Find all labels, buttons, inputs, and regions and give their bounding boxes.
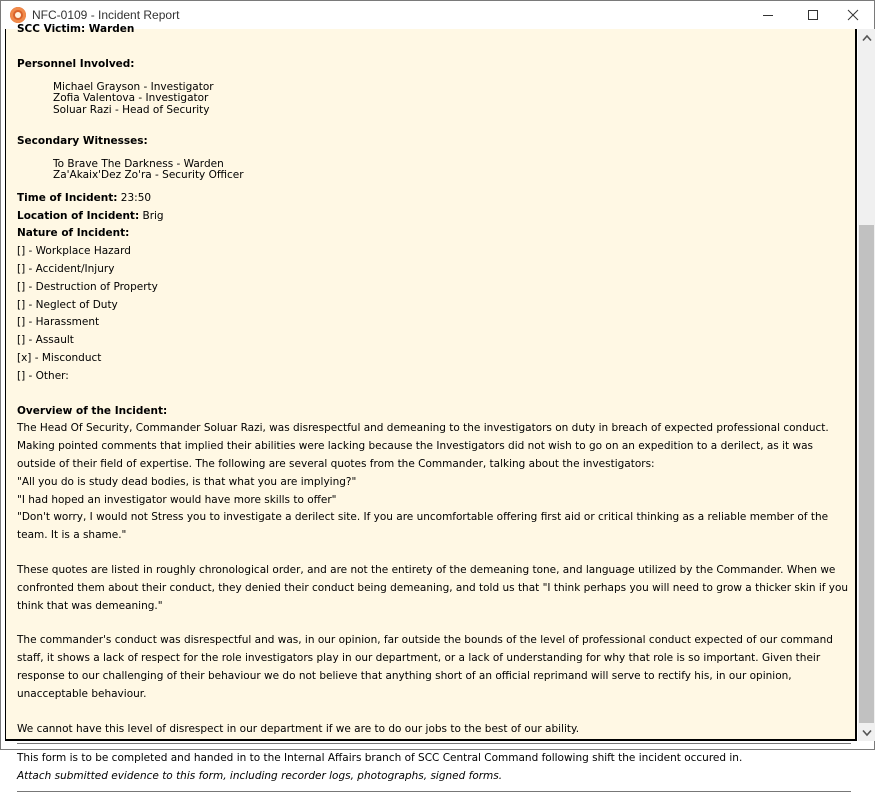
close-icon — [847, 9, 859, 21]
footer-evidence-note: Attach submitted evidence to this form, including recorder logs, photographs, signed forms. — [17, 770, 503, 783]
nature-item-assault: [] - Assault — [17, 334, 74, 347]
scroll-up-button[interactable] — [858, 29, 875, 46]
location-of-incident: Location of Incident: Brig — [17, 209, 164, 222]
scroll-down-button[interactable] — [858, 724, 875, 741]
footer-divider — [17, 743, 851, 744]
overview-paragraph-3: The commander's conduct was disrespectful and was, in our opinion, far outside the bounds of the level of professional conduct expected of our command staff, it shows a lack of respect for the role investigators play in our department, or a lack of understanding for why that role is so important. Given their response to our challenging of their behaviour we do not believe that anything short of an official reprimand will serve to rectify his, in our opinion, unacceptable behaviour. — [17, 634, 833, 700]
personnel-item: Zofia Valentova - Investigator — [53, 92, 209, 105]
personnel-item: Soluar Razi - Head of Security — [53, 103, 210, 116]
witnesses-heading: Secondary Witnesses: — [17, 135, 148, 148]
quote-line: "Don't worry, I would not Stress you to investigate a derilect site. If you are uncomfortable offering first aid or critical thinking as a reliable member of the team. It is a shame." — [17, 511, 829, 542]
nature-item-neglect-of-duty: [] - Neglect of Duty — [17, 298, 118, 311]
witness-item: Za'Akaix'Dez Zo'ra - Security Officer — [53, 169, 244, 182]
nature-list — [17, 243, 851, 385]
witnesses-list — [17, 159, 851, 182]
report-document — [17, 21, 851, 798]
nature-heading: Nature of Incident: — [17, 227, 130, 240]
overview-paragraph-4: We cannot have this level of disrespect in our department if we are to do our jobs to the best of our ability. — [17, 722, 580, 735]
report-content — [5, 23, 857, 783]
personnel-item: Michael Grayson - Investigator — [53, 80, 214, 93]
cut-off-line: SCC Victim: Warden — [17, 23, 135, 35]
time-of-incident: Time of Incident: 23:50 — [17, 191, 152, 204]
personnel-list — [17, 82, 851, 117]
overview-paragraph-2: These quotes are listed in roughly chronological order, and are not the entirety of the demeaning tone, and language utilized by the Commander. When we confronted them about their conduct, they denied their conduct being demeaning, and told us that "I think perhaps you will need to grow a thicker skin if you think that was demeaning." — [17, 564, 849, 612]
chevron-up-icon — [862, 34, 872, 42]
personnel-heading: Personnel Involved: — [17, 57, 135, 70]
overview-heading: Overview of the Incident: — [17, 404, 168, 417]
scroll-thumb[interactable] — [859, 225, 874, 723]
vertical-scrollbar[interactable] — [858, 29, 875, 741]
nature-item-misconduct: [x] - Misconduct — [17, 352, 102, 365]
minimize-icon — [762, 9, 774, 21]
witness-item: To Brave The Darkness - Warden — [53, 157, 224, 170]
nature-item-destruction-of-property: [] - Destruction of Property — [17, 280, 158, 293]
nature-item-workplace-hazard: [] - Workplace Hazard — [17, 245, 131, 258]
chevron-down-icon — [862, 729, 872, 737]
footer-instruction: This form is to be completed and handed in to the Internal Affairs branch of SCC Central Command following shift the incident occured in. — [17, 752, 743, 765]
nature-item-accident-injury: [] - Accident/Injury — [17, 263, 115, 276]
quote-line: "All you do is study dead bodies, is that what you are implying?" — [17, 475, 357, 488]
nature-item-harassment: [] - Harassment — [17, 316, 100, 329]
overview-paragraph-1: The Head Of Security, Commander Soluar Razi, was disrespectful and demeaning to the investigators on duty in breach of expected professional conduct. Making pointed comments that implied their abilities were lacking because the Investigators did not wish to go on an expedition to a derilect, as it was outside of their field of expertise. The following are several quotes from the Commander, talking about the investigators: — [17, 422, 829, 471]
maximize-icon — [807, 9, 819, 21]
nature-item-other: [] - Other: — [17, 369, 69, 382]
footer-divider-bottom — [17, 791, 851, 792]
window-title: NFC-0109 - Incident Report — [32, 8, 180, 22]
quote-line: "I had hoped an investigator would have more skills to offer" — [17, 493, 337, 506]
